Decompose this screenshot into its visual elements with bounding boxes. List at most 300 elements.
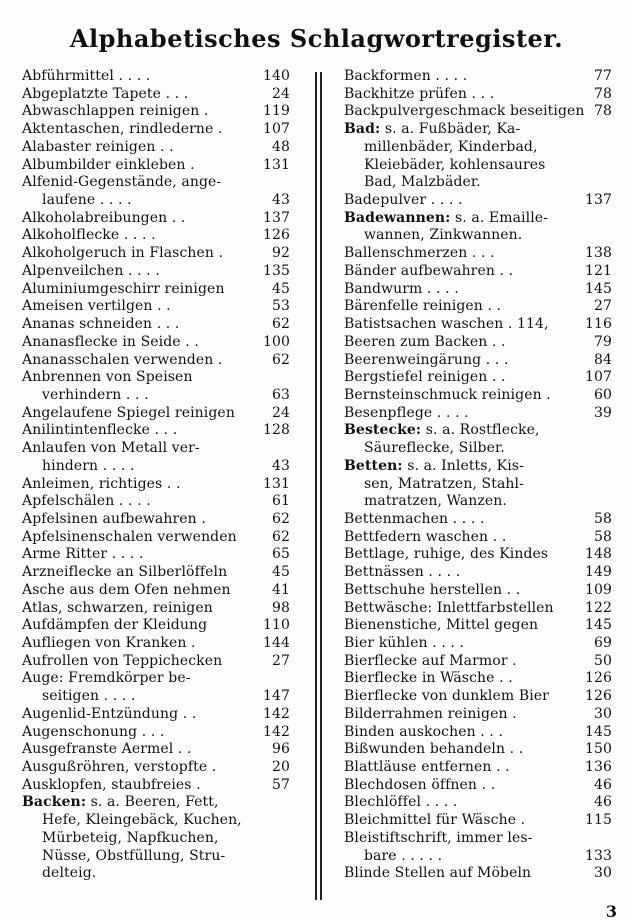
index-entry-text	[344, 263, 513, 281]
index-entry-term: wannen, Zinkwannen.	[364, 227, 523, 244]
index-entry-term: Asche aus dem Ofen nehmen	[22, 581, 231, 598]
index-entry	[22, 440, 290, 458]
index-entry-term: Bettlage, ruhige, des Kindes	[344, 546, 549, 563]
index-entry-text	[22, 635, 196, 653]
index-entry-term: Angelaufene Spiegel reinigen	[22, 404, 235, 421]
index-entry-text	[344, 298, 501, 316]
index-entry	[344, 546, 612, 564]
index-entry-term: Bettenmachen . . . .	[344, 510, 485, 527]
index-entry-term: Aktentaschen, rindlederne .	[22, 121, 223, 138]
index-entry-page: 145	[584, 617, 612, 634]
index-entry-page: 100	[262, 333, 290, 350]
index-entry	[344, 316, 612, 334]
index-entry-page: 24	[271, 404, 290, 421]
index-entry	[22, 405, 290, 423]
index-entry-page: 58	[593, 510, 612, 527]
index-entry-page: 142	[262, 723, 290, 740]
index-entry	[344, 529, 612, 547]
index-entry-text	[344, 68, 467, 86]
index-entry-text	[22, 121, 223, 139]
index-entry-text	[22, 670, 191, 688]
index-entry	[22, 476, 290, 494]
index-entry-text	[364, 440, 505, 458]
index-entry-text	[344, 582, 520, 600]
index-entry	[344, 600, 612, 618]
index-entry-page: 145	[584, 723, 612, 740]
index-entry	[22, 848, 290, 866]
index-entry-text	[22, 582, 231, 600]
index-entry-term: Blechlöffel . . . .	[344, 794, 458, 811]
index-entry-term: Backformen . . . .	[344, 68, 468, 84]
index-entry-term: Bärenfelle reinigen . .	[344, 298, 502, 315]
index-entry	[22, 352, 290, 370]
index-entry-page: 43	[271, 192, 290, 209]
index-entry	[22, 369, 290, 387]
index-entry	[344, 759, 612, 777]
index-entry	[344, 635, 612, 653]
index-entry	[22, 794, 290, 812]
index-entry-text	[22, 405, 235, 423]
index-entry-text	[364, 157, 545, 175]
index-entry-term: Mürbeteig, Napfkuchen,	[42, 829, 219, 846]
index-entry-page: 27	[271, 652, 290, 669]
index-entry-page: 77	[593, 68, 612, 84]
index-entry-text	[22, 227, 156, 245]
index-entry-page: 122	[584, 599, 612, 616]
index-entry-page: 92	[271, 245, 290, 262]
index-entry-page: 119	[262, 103, 290, 120]
index-entry-text	[22, 334, 199, 352]
index-entry-term: Blinde Stellen auf Möbeln	[344, 865, 532, 882]
index-entry	[344, 387, 612, 405]
index-entry-text	[22, 86, 188, 104]
index-entry-term: delteig.	[42, 865, 97, 882]
index-entry-page: 145	[584, 280, 612, 297]
index-entry-term: Batistsachen waschen . 114,	[344, 316, 549, 333]
index-entry-text	[42, 812, 242, 830]
index-entry-term: Ballenschmerzen . . .	[344, 245, 495, 262]
index-entry-term: Ananasschalen verwenden .	[22, 351, 223, 368]
index-entry-page: 78	[593, 103, 612, 120]
index-entry	[344, 706, 612, 724]
index-entry	[344, 192, 612, 210]
index-entry	[22, 653, 290, 671]
index-entry-page: 43	[271, 457, 290, 474]
index-entry-term: Anbrennen von Speisen	[22, 369, 193, 386]
index-entry-text	[42, 458, 135, 476]
index-entry-term: Ananas schneiden . . .	[22, 316, 180, 333]
index-entry-text	[344, 511, 485, 529]
index-entry-text	[344, 192, 463, 210]
index-entry	[344, 794, 612, 812]
index-entry-text	[42, 192, 132, 210]
index-entry-page: 135	[262, 262, 290, 279]
index-entry-term: Aufdämpfen der Kleidung	[22, 617, 208, 634]
index-entry-term: Aluminiumgeschirr reinigen	[22, 280, 225, 297]
index-entry-text	[22, 174, 221, 192]
index-entry-page: 39	[593, 404, 612, 421]
index-entry-text	[42, 387, 149, 405]
index-entry	[22, 564, 290, 582]
index-column-left	[22, 68, 290, 883]
index-entry-page: 110	[262, 617, 290, 634]
index-entry	[22, 103, 290, 121]
index-entry	[22, 210, 290, 228]
index-entry-text	[22, 476, 181, 494]
index-entry-term: seitigen . . . .	[42, 688, 136, 705]
index-entry-text	[344, 281, 459, 299]
index-entry-text	[22, 653, 222, 671]
index-entry-text	[344, 759, 510, 777]
index-entry-text	[22, 103, 208, 121]
index-entry-page: 131	[262, 156, 290, 173]
index-entry	[22, 139, 290, 157]
index-entry-term: bare . . . . .	[364, 847, 443, 864]
index-entry-term: Säureflecke, Silber.	[364, 440, 505, 457]
index-entry-term: Nüsse, Obstfüllung, Stru-	[42, 847, 226, 864]
index-entry-text	[344, 830, 532, 848]
index-entry-page: 65	[271, 546, 290, 563]
index-entry-page: 62	[271, 351, 290, 368]
index-entry-text	[22, 157, 195, 175]
index-entry	[344, 777, 612, 795]
index-entry	[22, 600, 290, 618]
index-entry-term: s. a. Fußbäder, Ka-	[380, 121, 521, 138]
index-entry-heading: Backen:	[22, 794, 87, 811]
index-entry-text	[344, 387, 551, 405]
index-entry-term: Arme Ritter . . . .	[22, 546, 144, 563]
index-entry-text	[22, 511, 206, 529]
index-entry-page: 62	[271, 510, 290, 527]
index-entry	[344, 564, 612, 582]
index-entry	[22, 121, 290, 139]
index-entry-text	[22, 263, 160, 281]
index-entry-text	[364, 139, 538, 157]
index-entry-page: 136	[584, 759, 612, 776]
column-divider	[320, 72, 322, 900]
index-entry-heading: Bestecke:	[344, 422, 422, 439]
index-entry-page: 126	[584, 670, 612, 687]
index-entry-heading: Badewannen:	[344, 209, 451, 226]
index-entry-text	[22, 706, 196, 724]
index-entry-term: Ameisen vertilgen . .	[22, 298, 171, 315]
index-entry-page: 115	[584, 812, 612, 829]
index-entry-term: Alabaster reinigen . .	[22, 138, 174, 155]
index-entry-page: 60	[593, 386, 612, 403]
index-entry-page: 98	[271, 599, 290, 616]
index-entry-text	[22, 529, 237, 547]
index-entry	[344, 103, 612, 121]
index-entry-page: 147	[262, 688, 290, 705]
index-entry-text	[344, 316, 549, 334]
index-entry-term: Hefe, Kleingebäck, Kuchen,	[42, 812, 242, 829]
index-entry	[22, 865, 290, 883]
index-entry-text	[344, 352, 509, 370]
index-entry-term: Abwaschlappen reinigen .	[22, 103, 209, 120]
index-entry-term: Ausgußröhren, verstopfte .	[22, 759, 217, 776]
index-entry-text	[344, 812, 525, 830]
index-entry-page: 63	[271, 386, 290, 403]
index-entry-page: 149	[584, 564, 612, 581]
index-entry-term: Backpulvergeschmack beseitigen	[344, 103, 585, 120]
index-entry	[22, 493, 290, 511]
index-column-right	[344, 68, 612, 883]
index-entry-text	[344, 546, 548, 564]
index-entry	[22, 86, 290, 104]
index-entry	[22, 688, 290, 706]
index-entry-text	[22, 564, 227, 582]
index-entry-text	[344, 405, 469, 423]
index-entry-text	[22, 546, 144, 564]
index-entry	[344, 227, 612, 245]
index-entry-page: 107	[584, 369, 612, 386]
index-entry	[344, 121, 612, 139]
index-entry-term: Bier kühlen . . . .	[344, 635, 464, 651]
index-entry-term: Apfelsinenschalen verwenden	[22, 528, 237, 545]
index-entry-page: 48	[271, 138, 290, 155]
index-entry-text	[22, 352, 222, 370]
index-entry	[344, 511, 612, 529]
index-entry	[22, 387, 290, 405]
index-entry-text	[344, 103, 585, 121]
index-entry	[344, 281, 612, 299]
index-entry-page: 57	[271, 776, 290, 793]
index-entry-term: millenbäder, Kinderbad,	[364, 138, 538, 155]
index-entry	[344, 653, 612, 671]
index-entry-text	[22, 316, 179, 334]
index-entry	[344, 812, 612, 830]
index-entry-text	[344, 529, 506, 547]
index-entry-term: Atlas, schwarzen, reinigen	[22, 599, 213, 616]
index-entry	[344, 352, 612, 370]
index-entry	[22, 529, 290, 547]
index-entry	[344, 369, 612, 387]
index-entry-text	[364, 493, 507, 511]
index-entry-page: 45	[271, 280, 290, 297]
index-entry	[344, 476, 612, 494]
index-entry-term: Abführmittel . . . .	[22, 68, 151, 84]
index-entry	[344, 458, 612, 476]
index-entry	[344, 582, 612, 600]
index-entry	[22, 192, 290, 210]
index-entry-text	[22, 210, 185, 228]
index-entry	[344, 688, 612, 706]
index-entry-text	[22, 139, 174, 157]
index-entry-text	[344, 653, 517, 671]
index-entry-term: Binden auskochen . . .	[344, 723, 504, 740]
index-entry-text	[364, 227, 522, 245]
index-entry-term: Arzneiflecke an Silberlöffeln	[22, 564, 228, 581]
index-entry-term: Bettschuhe herstellen . .	[344, 581, 521, 598]
index-entry-page: 46	[593, 776, 612, 793]
index-entry-term: matratzen, Wanzen.	[364, 493, 507, 510]
index-entry-page: 78	[593, 85, 612, 102]
index-entry-page: 84	[593, 351, 612, 368]
index-entry-term: Ausgefranste Aermel . .	[22, 741, 192, 758]
index-entry-page: 131	[262, 475, 290, 492]
index-entry-page: 46	[593, 794, 612, 811]
index-entry-term: Alkoholflecke . . . .	[22, 227, 156, 244]
index-entry-term: Ausklopfen, staubfreies .	[22, 776, 201, 793]
index-entry-term: Ananasflecke in Seide . .	[22, 333, 199, 350]
index-entry-term: s. a. Beeren, Fett,	[86, 794, 219, 811]
index-entry	[344, 68, 612, 86]
index-entry-term: hindern . . . .	[42, 457, 135, 474]
index-entry	[22, 263, 290, 281]
index-entry-term: Beerenweingärung . . .	[344, 351, 509, 368]
index-entry-term: Bienenstiche, Mittel gegen	[344, 617, 539, 634]
index-entry	[344, 334, 612, 352]
index-entry	[22, 298, 290, 316]
index-entry-term: Bierflecke in Wäsche . .	[344, 670, 513, 687]
index-entry	[344, 210, 612, 228]
index-entry	[344, 617, 612, 635]
index-entry-page: 30	[593, 865, 612, 882]
index-entry-text	[22, 68, 150, 86]
index-entry	[344, 440, 612, 458]
index-entry-text	[344, 86, 494, 104]
index-entry-term: Bettnässen . . . .	[344, 564, 461, 581]
index-entry-page: 150	[584, 741, 612, 758]
index-entry	[344, 157, 612, 175]
index-entry-page: 24	[271, 85, 290, 102]
index-entry-term: Besenpflege . . . .	[344, 404, 469, 421]
index-entry-term: Bandwurm . . . .	[344, 280, 459, 297]
index-entry-term: Bißwunden behandeln . .	[344, 741, 524, 758]
index-entry-term: s. a. Emaille-	[450, 209, 549, 226]
index-entry-page: 137	[584, 192, 612, 209]
index-entry-term: Anleimen, richtiges . .	[22, 475, 181, 492]
index-entry-text	[344, 617, 538, 635]
index-entry-term: laufene . . . .	[42, 192, 132, 209]
index-entry	[22, 741, 290, 759]
index-entry	[344, 724, 612, 742]
index-entry-term: Augenschonung . . .	[22, 723, 165, 740]
index-entry-text	[22, 245, 223, 263]
index-entry-term: Aufliegen von Kranken .	[22, 635, 196, 651]
index-entry-term: Aufrollen von Teppichecken	[22, 652, 223, 669]
index-entry-page: 126	[262, 227, 290, 244]
index-entry-term: Bleichmittel für Wäsche .	[344, 812, 526, 829]
index-entry	[344, 670, 612, 688]
index-entry	[344, 245, 612, 263]
index-entry-page: 58	[593, 528, 612, 545]
index-entry-page: 53	[271, 298, 290, 315]
index-entry-page: 142	[262, 705, 290, 722]
index-entry-page: 144	[262, 635, 290, 651]
index-entry-term: Bierflecke auf Marmor .	[344, 652, 517, 669]
index-entry-text	[344, 741, 523, 759]
index-entry-term: Bilderrahmen reinigen .	[344, 705, 517, 722]
index-entry	[22, 422, 290, 440]
index-entry-term: Blechdosen öffnen . .	[344, 776, 496, 793]
index-entry-text	[344, 245, 495, 263]
index-entry-term: Augenlid-Entzündung . .	[22, 705, 197, 722]
index-entry	[344, 174, 612, 192]
index-entry-text	[344, 422, 540, 440]
index-entry-text	[22, 422, 177, 440]
index-entry	[22, 334, 290, 352]
index-entry	[344, 298, 612, 316]
index-entry-text	[344, 865, 531, 883]
index-entry-term: verhindern . . .	[42, 386, 149, 403]
index-entry-term: Kleiebäder, kohlensaures	[364, 156, 546, 173]
index-entry-text	[364, 848, 442, 866]
index-entry-text	[22, 298, 171, 316]
index-entry	[22, 174, 290, 192]
index-entry-term: Anilintintenflecke . . .	[22, 422, 178, 439]
index-entry	[22, 157, 290, 175]
index-entry-text	[364, 174, 481, 192]
index-entry-text	[42, 830, 219, 848]
index-entry-page: 61	[271, 493, 290, 510]
index-entry-term: Abgeplatzte Tapete . . .	[22, 85, 189, 102]
page-title: Alphabetisches Schlagwortregister.	[69, 24, 564, 53]
index-entry-text	[344, 635, 464, 653]
index-entry	[344, 405, 612, 423]
index-entry-term: Alkoholgeruch in Flaschen .	[22, 245, 224, 262]
index-entry-page: 126	[584, 688, 612, 705]
index-entry-term: Bleistiftschrift, immer les-	[344, 829, 533, 846]
index-entry-text	[344, 121, 520, 139]
index-entry-page: 30	[593, 705, 612, 722]
index-entry	[22, 617, 290, 635]
index-entry-page: 109	[584, 581, 612, 598]
index-entry-text	[22, 440, 200, 458]
index-entry-text	[344, 724, 503, 742]
index-entry-page: 96	[271, 741, 290, 758]
index-entry	[22, 546, 290, 564]
index-entry-text	[22, 741, 192, 759]
index-entry-text	[42, 848, 225, 866]
index-entry	[344, 422, 612, 440]
index-entry	[344, 830, 612, 848]
index-entry	[344, 263, 612, 281]
index-entry-text	[344, 777, 495, 795]
index-entry	[22, 812, 290, 830]
index-entry-text	[344, 600, 554, 618]
index-entry-text	[344, 334, 506, 352]
index-entry-page: 27	[593, 298, 612, 315]
index-entry-page: 133	[584, 847, 612, 864]
index-entry	[22, 245, 290, 263]
index-entry-text	[22, 724, 164, 742]
index-entry-text	[22, 759, 216, 777]
index-entry-term: Bänder aufbewahren . .	[344, 262, 514, 279]
index-entry-page: 148	[584, 546, 612, 563]
page-number: 3	[605, 902, 617, 921]
index-entry-page: 79	[593, 333, 612, 350]
index-entry-page: 45	[271, 564, 290, 581]
index-entry-term: Beeren zum Backen . .	[344, 333, 506, 350]
index-entry	[344, 493, 612, 511]
index-entry	[22, 316, 290, 334]
index-entry-term: Blattläuse entfernen . .	[344, 759, 510, 776]
index-entry	[344, 741, 612, 759]
index-entry-term: Bernsteinschmuck reinigen .	[344, 386, 551, 403]
index-entry-text	[42, 865, 96, 883]
index-entry-page: 140	[262, 68, 290, 84]
index-entry-term: Albumbilder einkleben .	[22, 156, 195, 173]
index-entry-page: 137	[262, 209, 290, 226]
index-entry-heading: Bad:	[344, 121, 381, 138]
index-entry-text	[22, 493, 151, 511]
index-entry-term: Bergstiefel reinigen . .	[344, 369, 506, 386]
index-entry-page: 20	[271, 759, 290, 776]
index-entry-term: Alpenveilchen . . . .	[22, 262, 160, 279]
index-entry-text	[22, 281, 225, 299]
column-divider	[315, 72, 317, 900]
